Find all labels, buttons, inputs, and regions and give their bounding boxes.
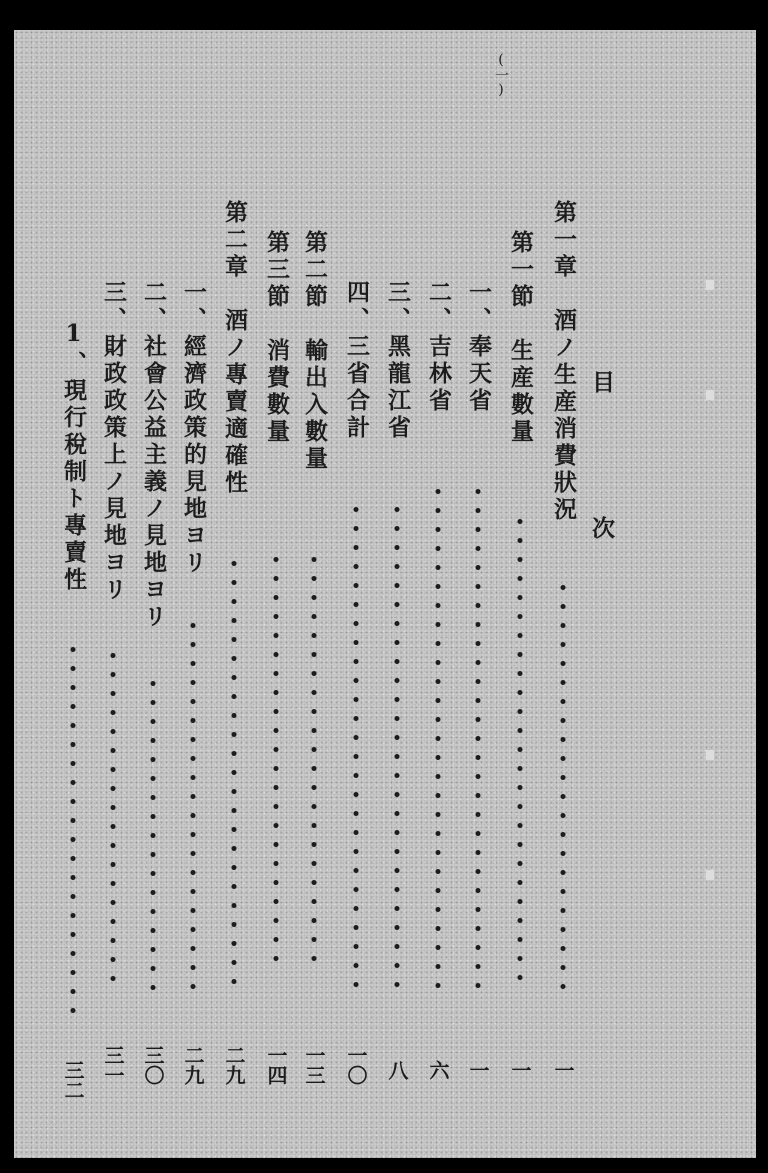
scanned-page — [14, 30, 756, 1158]
toc-entry-page: 一四 — [264, 1045, 288, 1085]
binding-mark — [706, 280, 714, 290]
toc-entry-text: 第二章 酒ノ專賣適確性 — [221, 200, 248, 497]
leader-dots — [517, 512, 523, 990]
leader-dots — [70, 640, 76, 1016]
toc-entry-text: 第一章 酒ノ生産消費狀況 — [550, 200, 577, 524]
toc-entry-page: 八 — [385, 1060, 409, 1080]
folio: (一) — [493, 52, 509, 98]
leader-dots — [560, 578, 566, 990]
toc-entry-text: 第三節 消費數量 — [263, 230, 290, 446]
toc-entry-text: 一、經濟政策的見地ヨリ — [180, 280, 207, 577]
leader-dots — [110, 646, 116, 990]
toc-entry-page: 二九 — [181, 1045, 205, 1085]
leader-dots — [435, 482, 441, 990]
binding-mark — [706, 750, 714, 760]
toc-entry-page: 一 — [466, 1060, 490, 1080]
page-title: 目 次 — [588, 370, 615, 589]
toc-entry-text: 二、吉林省 — [425, 280, 452, 415]
toc-entry-text: 1、現行稅制ト專賣性 — [60, 320, 87, 594]
leader-dots — [353, 500, 359, 990]
toc-entry-text: 第二節 輸出入數量 — [301, 230, 328, 473]
toc-entry-page: 一〇 — [344, 1045, 368, 1085]
leader-dots — [475, 482, 481, 990]
toc-entry-text: 第一節 生産數量 — [507, 230, 534, 446]
toc-entry-page: 三二 — [61, 1060, 85, 1100]
toc-entry-page: 一三 — [302, 1045, 326, 1085]
leader-dots — [311, 550, 317, 970]
leader-dots — [150, 674, 156, 990]
toc-entry-text: 二、社會公益主義ノ見地ヨリ — [140, 280, 167, 631]
toc-entry-page: 六 — [426, 1060, 450, 1080]
binding-mark — [706, 390, 714, 400]
leader-dots — [394, 500, 400, 990]
leader-dots — [273, 550, 279, 970]
leader-dots — [231, 554, 237, 990]
leader-dots — [190, 616, 196, 990]
toc-entry-page: 三〇 — [141, 1045, 165, 1085]
toc-entry-text: 三、黑龍江省 — [384, 280, 411, 442]
toc-entry-text: 三、財政政策上ノ見地ヨリ — [100, 280, 127, 604]
toc-entry-text: 一、奉天省 — [465, 280, 492, 415]
toc-entry-page: 三一 — [101, 1045, 125, 1085]
binding-mark — [706, 870, 714, 880]
toc-entry-text: 四、三省合計 — [343, 280, 370, 442]
toc-entry-page: 一 — [508, 1060, 532, 1080]
toc-entry-page: 一 — [551, 1060, 575, 1080]
toc-entry-page: 二九 — [222, 1045, 246, 1085]
